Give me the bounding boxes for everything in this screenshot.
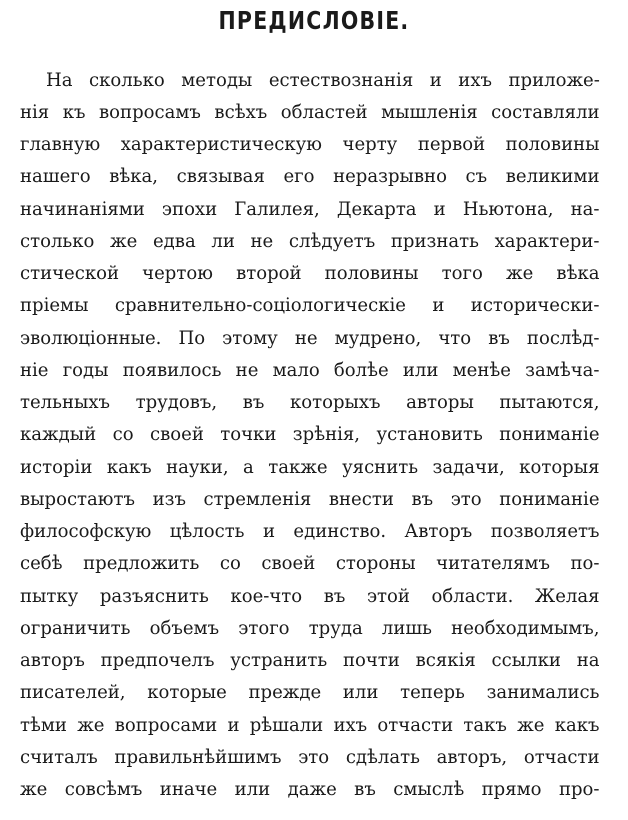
text-line: нашего вѣка, связывая его неразрывно съ великими — [20, 165, 600, 187]
text-line: считалъ правильнѣйшимъ это сдѣлать авторъ, отчасти — [20, 746, 600, 768]
text-line: нія къ вопросамъ всѣхъ областей мышленія составляли — [20, 101, 600, 123]
text-line: выростаютъ изъ стремленія внести въ это пониманіе — [20, 488, 600, 510]
text-line: На сколько методы естествознанія и ихъ приложе- — [46, 69, 600, 91]
text-line: главную характеристическую черту первой половины — [20, 133, 600, 155]
text-line: столько же едва ли не слѣдуетъ признать характери- — [20, 230, 600, 252]
text-line: философскую цѣлость и единство. Авторъ позволяетъ — [20, 520, 600, 542]
text-line: себѣ предложить со своей стороны читателямъ по- — [20, 552, 600, 574]
text-line: писателей, которые прежде или теперь занимались — [20, 681, 600, 703]
page-title: ПРЕДИСЛОВІЕ. — [218, 6, 410, 35]
text-line: начинаніями эпохи Галилея, Декарта и Ньютона, на- — [20, 198, 600, 220]
text-line: эволюціонные. По этому не мудрено, что въ послѣд- — [20, 327, 600, 349]
text-line: тѣми же вопросами и рѣшали ихъ отчасти такъ же какъ — [20, 714, 600, 736]
text-line: стической чертою второй половины того же вѣка — [20, 262, 600, 284]
text-line: тельныхъ трудовъ, въ которыхъ авторы пытаются, — [20, 391, 600, 413]
text-line: пытку разъяснить кое-что въ этой области. Желая — [20, 585, 600, 607]
text-line: пріемы сравнительно-соціологическіе и исторически- — [20, 294, 600, 316]
text-line: ніе годы появилось не мало болѣе или менѣе замѣча- — [20, 359, 600, 381]
text-line: авторъ предпочелъ устранить почти всякія ссылки на — [20, 649, 600, 671]
text-line: исторіи какъ науки, а также уяснить задачи, которыя — [20, 456, 600, 478]
text-line: каждый со своей точки зрѣнія, установить пониманіе — [20, 423, 600, 445]
text-line: ограничить объемъ этого труда лишь необходимымъ, — [20, 617, 600, 639]
text-line: же совсѣмъ иначе или даже въ смыслѣ прямо про- — [20, 778, 600, 800]
